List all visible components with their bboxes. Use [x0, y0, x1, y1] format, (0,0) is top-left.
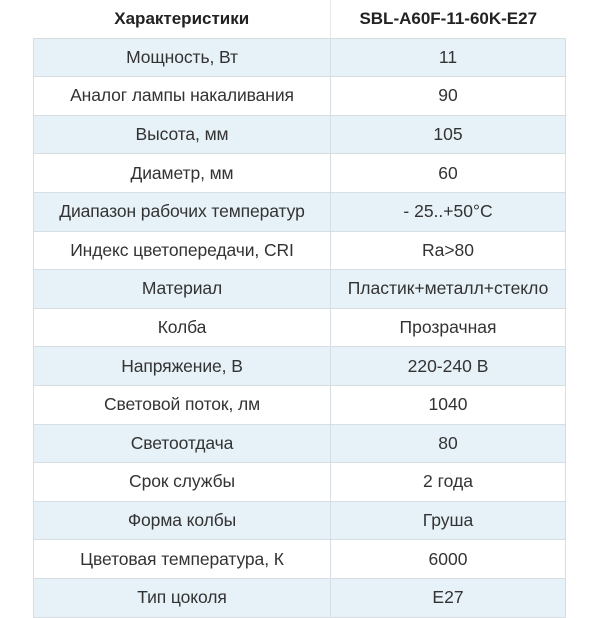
- spec-table: [33, 0, 566, 618]
- row-name: Форма колбы: [34, 501, 331, 540]
- row-value: 1040: [331, 385, 566, 424]
- row-name: Диапазон рабочих температур: [34, 192, 331, 231]
- table-row: [34, 231, 566, 270]
- row-name: Колба: [34, 308, 331, 347]
- row-name: Напряжение, В: [34, 347, 331, 386]
- header-model: SBL-A60F-11-60K-E27: [331, 0, 566, 38]
- table-row: [34, 308, 566, 347]
- row-value: 90: [331, 77, 566, 116]
- row-value: 11: [331, 38, 566, 77]
- row-name: Диаметр, мм: [34, 154, 331, 193]
- row-name: Цветовая температура, К: [34, 540, 331, 579]
- header-row: [34, 0, 566, 38]
- row-name: Тип цоколя: [34, 578, 331, 617]
- row-value: 220-240 В: [331, 347, 566, 386]
- row-value: 80: [331, 424, 566, 463]
- table-row: [34, 385, 566, 424]
- table-row: [34, 192, 566, 231]
- row-name: Мощность, Вт: [34, 38, 331, 77]
- table-row: [34, 578, 566, 617]
- row-name: Светоотдача: [34, 424, 331, 463]
- row-value: Прозрачная: [331, 308, 566, 347]
- table-row: [34, 77, 566, 116]
- row-value: Пластик+металл+стекло: [331, 270, 566, 309]
- row-value: E27: [331, 578, 566, 617]
- row-value: - 25..+50°С: [331, 192, 566, 231]
- row-name: Высота, мм: [34, 115, 331, 154]
- table-row: [34, 154, 566, 193]
- row-name: Световой поток, лм: [34, 385, 331, 424]
- row-value: Груша: [331, 501, 566, 540]
- table-row: [34, 540, 566, 579]
- table-row: [34, 115, 566, 154]
- row-value: 60: [331, 154, 566, 193]
- row-value: 6000: [331, 540, 566, 579]
- header-characteristics: Характеристики: [34, 0, 331, 38]
- row-name: Материал: [34, 270, 331, 309]
- table-row: [34, 463, 566, 502]
- table-row: [34, 424, 566, 463]
- table-row: [34, 501, 566, 540]
- row-value: 2 года: [331, 463, 566, 502]
- row-name: Аналог лампы накаливания: [34, 77, 331, 116]
- row-value: 105: [331, 115, 566, 154]
- row-value: Ra>80: [331, 231, 566, 270]
- table-row: [34, 38, 566, 77]
- table-row: [34, 347, 566, 386]
- table-row: [34, 270, 566, 309]
- row-name: Индекс цветопередачи, CRI: [34, 231, 331, 270]
- row-name: Срок службы: [34, 463, 331, 502]
